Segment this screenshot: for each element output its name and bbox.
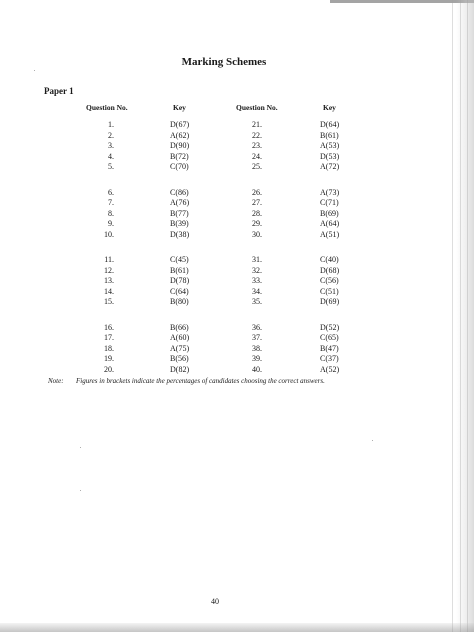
question-number: 18. [104, 343, 114, 353]
answer-key: C(56) [320, 276, 339, 286]
scan-speck [80, 447, 81, 448]
question-number: 38. [252, 343, 262, 353]
answer-key: C(71) [320, 198, 339, 208]
question-number: 34. [252, 286, 262, 296]
page-number: 40 [211, 597, 219, 606]
section-label: Paper 1 [44, 86, 74, 96]
question-number: 7. [108, 198, 114, 208]
answer-key: A(53) [320, 141, 340, 151]
answer-key: D(68) [320, 265, 340, 275]
question-number: 11. [104, 255, 114, 264]
question-number: 14. [104, 286, 114, 296]
answer-key: B(61) [170, 265, 189, 275]
question-number: 2. [108, 130, 114, 140]
table-row [0, 187, 474, 198]
answer-key: A(76) [170, 198, 190, 208]
answer-key: B(61) [320, 130, 339, 140]
question-number: 8. [108, 208, 114, 218]
page-title: Marking Schemes [181, 56, 267, 68]
table-row [0, 254, 474, 265]
question-number: 4. [108, 151, 114, 161]
answer-key: B(66) [170, 322, 189, 332]
answer-key: B(80) [170, 297, 189, 307]
question-number: 36. [252, 322, 262, 332]
answer-key: D(52) [320, 322, 340, 332]
table-row [0, 275, 474, 286]
answer-key: A(62) [170, 130, 190, 140]
table-row [0, 119, 474, 130]
question-number: 17. [104, 333, 114, 343]
answer-key: C(70) [170, 162, 189, 172]
answer-key: A(60) [170, 333, 190, 343]
scan-line [467, 0, 468, 632]
question-number: 32. [252, 265, 262, 275]
question-number: 13. [104, 276, 114, 286]
header-key-1: Key [173, 103, 186, 112]
table-row [0, 322, 474, 333]
table-row [0, 353, 474, 364]
question-number: 25. [252, 162, 262, 172]
scan-speck [80, 490, 81, 491]
answer-key: A(51) [320, 229, 340, 239]
scan-speck [372, 440, 373, 441]
answer-key: B(56) [170, 354, 189, 364]
answer-key: D(69) [320, 297, 340, 307]
question-number: 5. [108, 162, 114, 172]
question-number: 31. [252, 255, 262, 264]
table-row [0, 343, 474, 354]
header-key-2: Key [323, 103, 336, 112]
answer-key: B(69) [320, 208, 339, 218]
answer-key: C(64) [170, 286, 189, 296]
scan-line [452, 0, 453, 632]
table-row [0, 161, 474, 172]
question-number: 37. [252, 333, 262, 343]
answer-key: A(73) [320, 187, 340, 197]
question-number: 28. [252, 208, 262, 218]
question-number: 12. [104, 265, 114, 275]
table-row [0, 332, 474, 343]
table-row [0, 218, 474, 229]
question-number: 24. [252, 151, 262, 161]
question-number: 26. [252, 187, 262, 197]
answer-key: C(86) [170, 187, 189, 197]
answer-key: B(39) [170, 219, 189, 229]
answer-key: B(77) [170, 208, 189, 218]
question-number: 22. [252, 130, 262, 140]
answer-key: D(53) [320, 151, 340, 161]
table-row [0, 364, 474, 375]
question-number: 23. [252, 141, 262, 151]
question-number: 33. [252, 276, 262, 286]
scan-edge-bottom [0, 623, 474, 632]
question-number: 40. [252, 364, 262, 374]
answer-key: D(38) [170, 229, 190, 239]
question-number: 39. [252, 354, 262, 364]
table-row [0, 197, 474, 208]
answer-key: C(65) [320, 333, 339, 343]
answer-key: B(72) [170, 151, 189, 161]
answer-key: D(67) [170, 120, 190, 129]
table-row [0, 296, 474, 307]
question-number: 27. [252, 198, 262, 208]
question-number: 1. [108, 120, 114, 129]
table-row [0, 265, 474, 276]
scan-speck [34, 70, 35, 71]
answer-key: D(78) [170, 276, 190, 286]
question-number: 9. [108, 219, 114, 229]
question-number: 19. [104, 354, 114, 364]
answer-key: C(37) [320, 354, 339, 364]
answer-key: A(52) [320, 364, 340, 374]
answer-key: A(64) [320, 219, 340, 229]
question-number: 21. [252, 120, 262, 129]
answer-key: B(47) [320, 343, 339, 353]
answer-key: A(72) [320, 162, 340, 172]
table-row [0, 130, 474, 141]
answer-key: C(51) [320, 286, 339, 296]
answer-key: D(90) [170, 141, 190, 151]
table-row [0, 286, 474, 297]
table-row [0, 140, 474, 151]
question-number: 29. [252, 219, 262, 229]
question-number: 6. [108, 187, 114, 197]
note-label: Note: [48, 377, 64, 385]
header-question-no-1: Question No. [86, 103, 128, 112]
question-number: 3. [108, 141, 114, 151]
question-number: 16. [104, 322, 114, 332]
table-row [0, 208, 474, 219]
question-number: 15. [104, 297, 114, 307]
question-number: 20. [104, 364, 114, 374]
scan-line [460, 0, 461, 632]
answer-key: C(40) [320, 255, 339, 264]
question-number: 10. [104, 229, 114, 239]
note-text: Figures in brackets indicate the percentages of candidates choosing the correct answers. [76, 377, 325, 385]
scan-edge-right [456, 0, 474, 632]
answer-key: A(75) [170, 343, 190, 353]
question-number: 30. [252, 229, 262, 239]
answer-key: C(45) [170, 255, 189, 264]
answer-key: D(82) [170, 364, 190, 374]
header-question-no-2: Question No. [236, 103, 278, 112]
question-number: 35. [252, 297, 262, 307]
table-row [0, 151, 474, 162]
answer-key: D(64) [320, 120, 340, 129]
table-row [0, 229, 474, 240]
